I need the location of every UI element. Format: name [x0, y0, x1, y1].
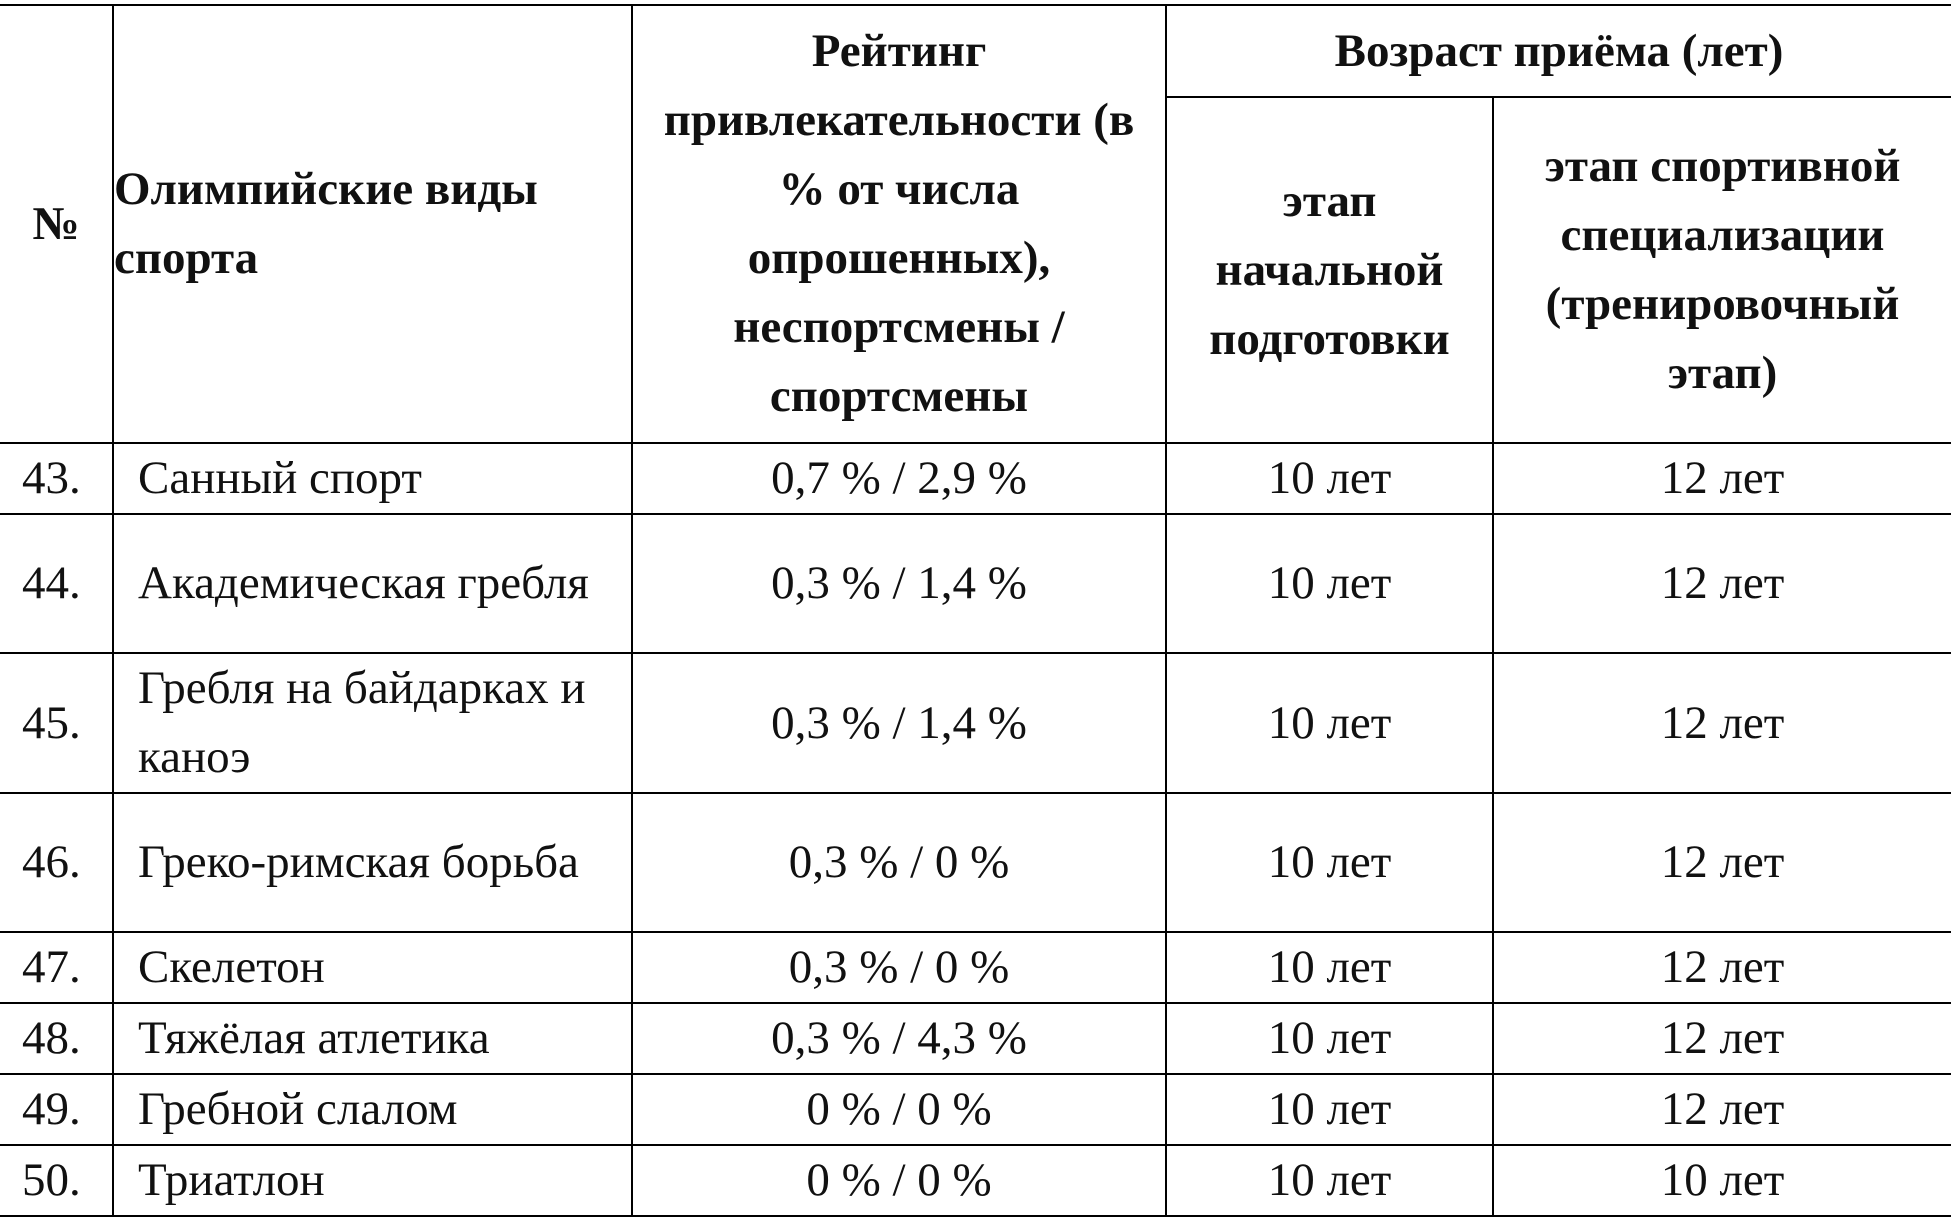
row-age-initial: 10 лет: [1166, 653, 1493, 793]
row-sport: Скелетон: [113, 932, 632, 1003]
row-num: 47.: [0, 932, 113, 1003]
row-num: 50.: [0, 1145, 113, 1216]
row-age-specialization: 12 лет: [1493, 793, 1951, 932]
table-row: [0, 932, 1951, 1003]
table-row: [0, 514, 1951, 653]
row-rating: 0,3 % / 0 %: [632, 793, 1166, 932]
row-rating: 0 % / 0 %: [632, 1074, 1166, 1145]
row-age-initial: 10 лет: [1166, 443, 1493, 514]
header-age-group: Возраст приёма (лет): [1166, 5, 1951, 97]
row-sport: Гребной слалом: [113, 1074, 632, 1145]
row-age-specialization: 12 лет: [1493, 1074, 1951, 1145]
row-age-initial: 10 лет: [1166, 793, 1493, 932]
row-sport: Академическая гребля: [113, 514, 632, 653]
table-row: [0, 443, 1951, 514]
table-body: [0, 443, 1951, 1216]
row-sport: Триатлон: [113, 1145, 632, 1216]
row-rating: 0,3 % / 0 %: [632, 932, 1166, 1003]
row-rating: 0,3 % / 1,4 %: [632, 653, 1166, 793]
row-age-initial: 10 лет: [1166, 1003, 1493, 1074]
sports-table: [0, 4, 1951, 1217]
row-age-initial: 10 лет: [1166, 514, 1493, 653]
row-num: 48.: [0, 1003, 113, 1074]
row-age-specialization: 10 лет: [1493, 1145, 1951, 1216]
row-num: 45.: [0, 653, 113, 793]
row-rating: 0 % / 0 %: [632, 1145, 1166, 1216]
row-age-initial: 10 лет: [1166, 932, 1493, 1003]
row-age-specialization: 12 лет: [1493, 514, 1951, 653]
row-num: 49.: [0, 1074, 113, 1145]
row-rating: 0,7 % / 2,9 %: [632, 443, 1166, 514]
row-age-specialization: 12 лет: [1493, 1003, 1951, 1074]
row-sport: Санный спорт: [113, 443, 632, 514]
row-age-initial: 10 лет: [1166, 1145, 1493, 1216]
row-rating: 0,3 % / 4,3 %: [632, 1003, 1166, 1074]
table-row: [0, 1003, 1951, 1074]
table-row: [0, 1074, 1951, 1145]
table-row: [0, 1145, 1951, 1216]
table-row: [0, 793, 1951, 932]
row-num: 46.: [0, 793, 113, 932]
header-stage-specialization: этап спортивной специализации (тренировочный этап): [1493, 97, 1951, 443]
row-sport: Гребля на байдарках и каноэ: [113, 653, 632, 793]
row-age-specialization: 12 лет: [1493, 443, 1951, 514]
row-age-specialization: 12 лет: [1493, 653, 1951, 793]
row-sport: Греко-римская борьба: [113, 793, 632, 932]
row-sport: Тяжёлая атлетика: [113, 1003, 632, 1074]
header-num: №: [0, 5, 113, 443]
row-num: 43.: [0, 443, 113, 514]
row-age-initial: 10 лет: [1166, 1074, 1493, 1145]
header-sport: Олимпийские виды спорта: [113, 5, 632, 443]
row-num: 44.: [0, 514, 113, 653]
table-row: [0, 653, 1951, 793]
header-stage-initial: этап начальной подготовки: [1166, 97, 1493, 443]
row-age-specialization: 12 лет: [1493, 932, 1951, 1003]
header-rating: Рейтинг привлекательности (в % от числа опрошенных), неспортсмены / спортсмены: [632, 5, 1166, 443]
row-rating: 0,3 % / 1,4 %: [632, 514, 1166, 653]
